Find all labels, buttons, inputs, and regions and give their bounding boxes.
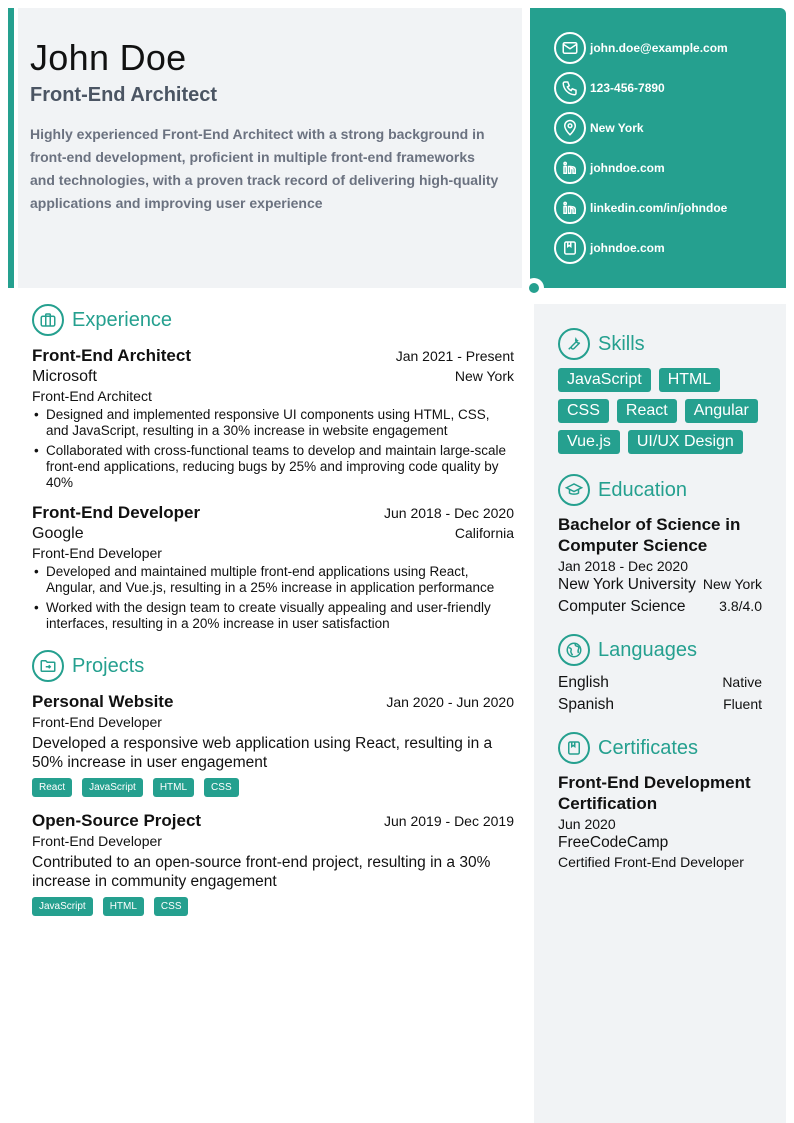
certificate-issuer: FreeCodeCamp (558, 834, 669, 851)
project-position: Front-End Developer (32, 833, 162, 849)
skill-tag: UI/UX Design (628, 430, 743, 454)
job-title: Front-End Developer (32, 503, 201, 522)
experience-entry (32, 503, 514, 632)
accent-bar (8, 8, 14, 288)
certificate-entry (558, 772, 762, 870)
education-entry (558, 514, 762, 616)
project-date: Jun 2019 - Dec 2019 (384, 813, 514, 829)
mail-icon (554, 32, 586, 64)
skill-tags (558, 368, 762, 454)
tag: HTML (153, 778, 194, 797)
certificate-icon (558, 732, 590, 764)
job-location: California (454, 525, 514, 541)
experience-entry (32, 346, 514, 491)
school: New York University (558, 576, 696, 593)
bullet-item: • Designed and implemented responsive UI components using HTML, CSS, and JavaScript, resulting in a 30% increase in website engagement (32, 407, 514, 439)
certificates-title: Certificates (598, 736, 699, 759)
skills-title: Skills (598, 332, 645, 355)
language-name: English (558, 674, 609, 691)
project-title: Open-Source Project (32, 811, 202, 830)
contact-phone-text: 123-456-7890 (590, 81, 665, 95)
languages-list (558, 674, 762, 714)
tag: CSS (204, 778, 239, 797)
skill-tag: HTML (659, 368, 721, 392)
job-bullets (32, 564, 514, 632)
certificate-title: Front-End Development Certification (558, 773, 751, 813)
skill-tag: JavaScript (558, 368, 651, 392)
bullet-item: • Worked with the design team to create visually appealing and user-friendly interfaces, resulting in a 20% increase in user satisfaction (32, 600, 514, 632)
project-entry (32, 811, 514, 916)
projects-title: Projects (72, 654, 145, 677)
education-heading (558, 474, 762, 506)
contact-location-text: New York (590, 121, 644, 135)
project-description: Developed a responsive web application using React, resulting in a 50% increase in user engagement (32, 735, 493, 771)
job-position: Front-End Developer (32, 545, 162, 561)
certificates-heading (558, 732, 762, 764)
language-level: Native (722, 674, 762, 690)
phone-icon (554, 72, 586, 104)
person-name: John Doe (30, 37, 187, 78)
job-company: Google (32, 525, 84, 542)
summary-text: Highly experienced Front-End Architect with a strong background in front-end development, proficient in multiple front-end frameworks and technologies, with a proven track record of delivering high-quality applications and improving user experience (30, 125, 499, 211)
skill-tag: CSS (558, 399, 609, 423)
project-tags (32, 778, 514, 797)
field-of-study: Computer Science (558, 598, 686, 615)
job-date: Jun 2018 - Dec 2020 (384, 505, 514, 521)
job-company: Microsoft (32, 368, 97, 385)
projects-heading (32, 650, 514, 682)
language-level: Fluent (723, 696, 762, 712)
skill-tag: Vue.js (558, 430, 620, 454)
globe-icon (558, 634, 590, 666)
folder-icon (32, 650, 64, 682)
contact-website-2-text: johndoe.com (590, 241, 665, 255)
tag: CSS (154, 897, 189, 916)
contact-phone[interactable] (554, 72, 786, 104)
gpa: 3.8/4.0 (719, 598, 762, 614)
job-bullets (32, 407, 514, 491)
skills-heading (558, 328, 762, 360)
contact-email[interactable] (554, 32, 786, 64)
location-icon (554, 112, 586, 144)
project-entry (32, 692, 514, 797)
degree: Bachelor of Science in Computer Science (558, 515, 741, 555)
graduation-cap-icon (558, 474, 590, 506)
project-title: Personal Website (32, 692, 174, 711)
experience-heading (32, 304, 514, 336)
skill-tag: Angular (685, 399, 758, 423)
person-role: Front-End Architect (30, 83, 218, 106)
contact-linkedin-text: linkedin.com/in/johndoe (590, 201, 728, 215)
tag: JavaScript (82, 778, 143, 797)
timeline-dot (524, 278, 544, 298)
bullet-item: • Developed and maintained multiple front-end applications using React, Angular, and Vue.js, resulting in a 25% increase in application performance (32, 564, 514, 596)
website-icon (554, 232, 586, 264)
job-location: New York (454, 368, 514, 384)
wrench-icon (558, 328, 590, 360)
linkedin-icon (554, 152, 586, 184)
project-date: Jan 2020 - Jun 2020 (386, 694, 514, 710)
language-name: Spanish (558, 696, 615, 713)
languages-heading (558, 634, 762, 666)
job-date: Jan 2021 - Present (395, 348, 514, 364)
contact-linkedin[interactable] (554, 192, 786, 224)
main-column (32, 304, 514, 928)
contact-website-2[interactable] (554, 232, 786, 264)
project-description: Contributed to an open-source front-end project, resulting in a 30% increase in community engagement (32, 854, 491, 890)
side-column (558, 328, 762, 888)
header-panel (18, 8, 522, 288)
education-date: Jan 2018 - Dec 2020 (558, 558, 688, 574)
school-location: New York (702, 576, 762, 592)
skill-tag: React (617, 399, 677, 423)
contact-website-1[interactable] (554, 152, 786, 184)
briefcase-icon (32, 304, 64, 336)
contact-website-1-text: johndoe.com (590, 161, 665, 175)
contact-location[interactable] (554, 112, 786, 144)
job-position: Front-End Architect (32, 388, 152, 404)
certificate-description: Certified Front-End Developer (558, 854, 744, 870)
languages-title: Languages (598, 638, 697, 661)
job-title: Front-End Architect (32, 346, 191, 365)
bullet-item: • Collaborated with cross-functional teams to develop and maintain large-scale front-end applications, reducing bugs by 25% and improving code quality by 40% (32, 443, 514, 491)
project-tags (32, 897, 514, 916)
contact-email-text: john.doe@example.com (590, 41, 728, 55)
tag: JavaScript (32, 897, 93, 916)
linkedin-icon (554, 192, 586, 224)
contact-panel (530, 8, 786, 288)
education-title: Education (598, 478, 687, 501)
project-position: Front-End Developer (32, 714, 162, 730)
certificate-date: Jun 2020 (558, 816, 616, 832)
experience-title: Experience (72, 308, 173, 331)
tag: HTML (103, 897, 144, 916)
tag: React (32, 778, 72, 797)
